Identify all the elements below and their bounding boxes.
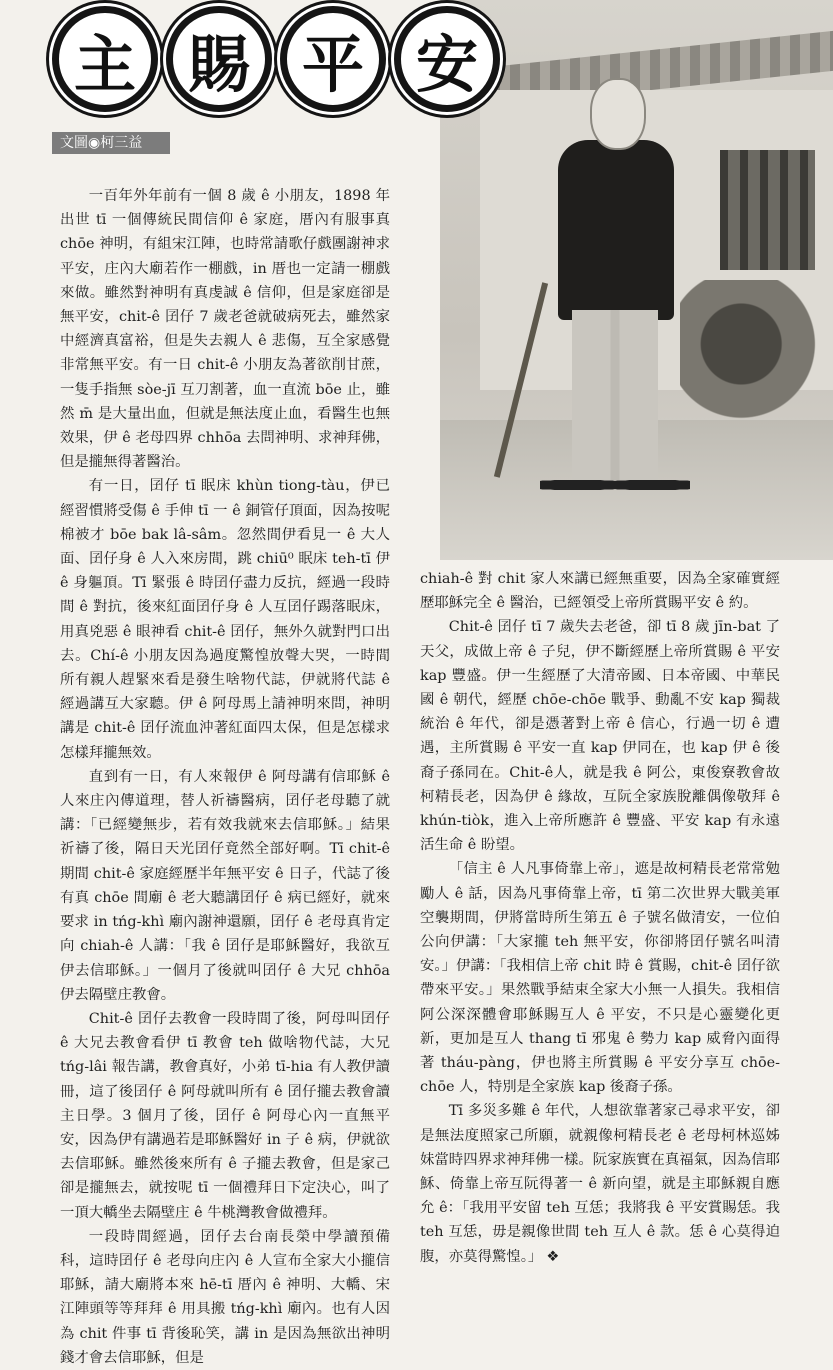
title-char: 主 bbox=[52, 6, 158, 112]
title-char: 平 bbox=[280, 6, 386, 112]
paragraph: 一百年外年前有一個 8 歲 ê 小朋友，1898 年出世 tī 一個傳統民間信仰 ê 家庭，厝內有服事真 chōe 神明，有組宋江陣，也時常請歌仔戲團謝神求平安，庄內大廟若作一棚戲，in 厝也一定請一棚戲來做。雖然對神明有真虔誠 ê 信仰，但是家庭卻是無平安，chit-ê 囝仔 7 歲老爸就破病死去，雖然家中經濟真富裕，但是失去親人 ê 悲傷，互全家感覺非常無平安。有一日 chit-ê 小朋友為著欲削甘蔗，一隻手指無 sòe-jī 互刀割著，血一直流 bōe 止，雖然 m̄ 是大量出血，但就是無法度止血，看醫生也無效果，伊 ê 老母四界 chhōa 去問神明、求神拜佛，但是攏無得著醫治。 bbox=[60, 188, 390, 471]
paragraph: 一段時間經過，囝仔去台南長榮中學讀預備科，這時囝仔 ê 老母向庄內 ê 人宣布全家大小攏信耶穌，請大廟將本來 hē-tī 厝內 ê 神明、大轎、宋江陣頭等等拜拜 ê 用具搬 tńg-khì 廟內。也有人因為 chit 件事 tī 背後恥笑，講 in 是因為無欲出神明錢才會去信耶穌，但是 bbox=[60, 1228, 390, 1366]
paragraph: chiah-ê 對 chit 家人來講已經無重要，因為全家確實經歷耶穌完全 ê 醫治，已經領受上帝所賞賜平安 ê 約。 bbox=[420, 571, 780, 612]
paragraph bbox=[420, 1099, 780, 1268]
article-title bbox=[52, 6, 500, 112]
man-head bbox=[590, 78, 646, 150]
paragraph-text: Tī 多災多難 ê 年代，人想欲靠著家己尋求平安，卻是無法度照家己所願，就親像柯精長老 ê 老母柯林巡姊妹當時四界求神拜佛一樣。阮家族實在真福氣，因為信耶穌、倚靠上帝互阮得著一 ê 新向望，就是主耶穌親自應允 ê：「我用平安留 teh 互恁；我將我 ê 平安賞賜恁。我 teh 互恁，毋是親像世間 teh 互人 ê 款。恁 ê 心莫得迫腹，亦莫得驚惶。」 bbox=[420, 1103, 780, 1265]
paragraph: Chit-ê 囝仔去教會一段時間了後，阿母叫囝仔 ê 大兄去教會看伊 tī 教會 teh 做啥物代誌，大兄 tńg-lâi 報告講，教會真好，小弟 tī-hia 有人教伊讀冊，這了後囝仔 ê 阿母就叫所有 ê 囝仔攏去教會讀主日學。3 個月了後，囝仔 ê 阿母心內一直無平安，因為伊有講過若是耶穌醫好 in 子 ê 病，伊就欲去信耶穌。雖然後來所有 ê 子攏去教會，但是家己卻是攏無去，就按呢 tī 一個禮拜日下定決心，叫了一頂大轎坐去隔壁庄 ê 牛桃灣教會做禮拜。 bbox=[60, 1010, 390, 1221]
paragraph: 直到有一日，有人來報伊 ê 阿母講有信耶穌 ê 人來庄內傳道理，替人祈禱醫病，囝仔老母聽了就講：「已經變無步，若有效我就來去信耶穌。」結果祈禱了後，隔日天光囝仔竟然全部好啊。Tī chit-ê 期間 chit-ê 家庭經歷半年無平安 ê 日子，代誌了後有真 chōe 間廟 ê 老大聽講囝仔 ê 病已經好，就來要求 in tńg-khì 廟內謝神還願，囝仔 ê 老母真肯定向 chiah-ê 人講：「我 ê 囝仔是耶穌醫好，我欲互伊去信耶穌。」一個月了後就叫囝仔 ê 大兄 chhōa 伊去隔壁庄教會。 bbox=[60, 768, 390, 1003]
paragraph: Chit-ê 囝仔 tī 7 歲失去老爸，卻 tī 8 歲 jīn-bat 了天父，成做上帝 ê 子兒，伊不斷經歷上帝所賞賜 ê 平安 kap 豐盛。伊一生經歷了大清帝國、日本帝國、中華民國 ê 朝代，經歷 chōe-chōe 戰爭、動亂不安 kap 獨裁統治 ê 年代，卻是憑著對上帝 ê 信心，行過一切 ê 遭遇，主所賞賜 ê 平安一直 kap 伊同在，也 kap 伊 ê 後裔子孫同在。Chit-ê人，就是我 ê 阿公，東俊寮教會故柯精長老，因為伊 ê 緣故，互阮全家族脫離偶像敬拜 ê khún-tiòk，進入上帝所應許 ê 豐盛、平安 kap 有永遠活生命 ê 盼望。 bbox=[420, 619, 780, 854]
man-legs bbox=[572, 310, 658, 480]
left-column bbox=[60, 184, 390, 1370]
title-char: 賜 bbox=[166, 6, 272, 112]
paragraph: 「信主 ê 人凡事倚靠上帝」，遮是故柯精長老常常勉勵人 ê 話，因為凡事倚靠上帝，tī 第二次世界大戰美軍空襲期間，伊將當時所生第五 ê 子號名做清安，一位伯公向伊講：「大家攏 teh 無平安，你卻將囝仔號名叫清安。」伊講：「我相信上帝 chit 時 ê 賞賜，chit-ê 囝仔欲帶來平安。」果然戰爭結束全家大小無一人損失。我相信阿公深深體會耶穌賜互人 ê 平安，不只是心靈變化更新，更加是互人 thang tī 邪鬼 ê 勢力 kap 威脅內面得著 tháu-pàng，伊也將主所賞賜 ê 平安分享互 chōe-chōe 人，特別是全家族 kap 後裔子孫。 bbox=[420, 861, 780, 1096]
man-body bbox=[558, 140, 674, 320]
man-feet bbox=[540, 476, 690, 494]
paragraph: 有一日，囝仔 tī 眠床 khùn tiong-tàu，伊已經習慣將受傷 ê 手伸 tī 一 ê 銅管仔頂面，因為按呢棉被才 bōe bak lâ-sâm。忽然間伊看見一 ê 大人面、囝仔身 ê 人入來房間，跳 chiū⁰ 眠床 teh-tī 伊 ê 身軀頂。Tī 緊張 ê 時囝仔盡力反抗，經過一段時間 ê 對抗，後來紅面囝仔身 ê 人互囝仔踢落眠床，用真兇惡 ê 眼神看 chit-ê 囝仔，無外久就對門口出去。Chí-ê 小朋友因為過度驚惶放聲大哭，一時間所有親人趕緊來看是發生啥物代誌，伊就將代誌 ê 經過講互大家聽。伊 ê 阿母馬上請神明來問，神明講是 chit-ê 囝仔流血沖著紅面四太保，但是怎樣求怎樣拜攏無效。 bbox=[60, 478, 390, 761]
author-byline: 文圖◉柯三益 bbox=[52, 132, 170, 154]
potted-plants bbox=[680, 280, 833, 440]
title-char: 安 bbox=[394, 6, 500, 112]
right-column bbox=[420, 567, 780, 1269]
end-mark-icon: ❖ bbox=[546, 1248, 560, 1265]
window bbox=[720, 150, 815, 270]
